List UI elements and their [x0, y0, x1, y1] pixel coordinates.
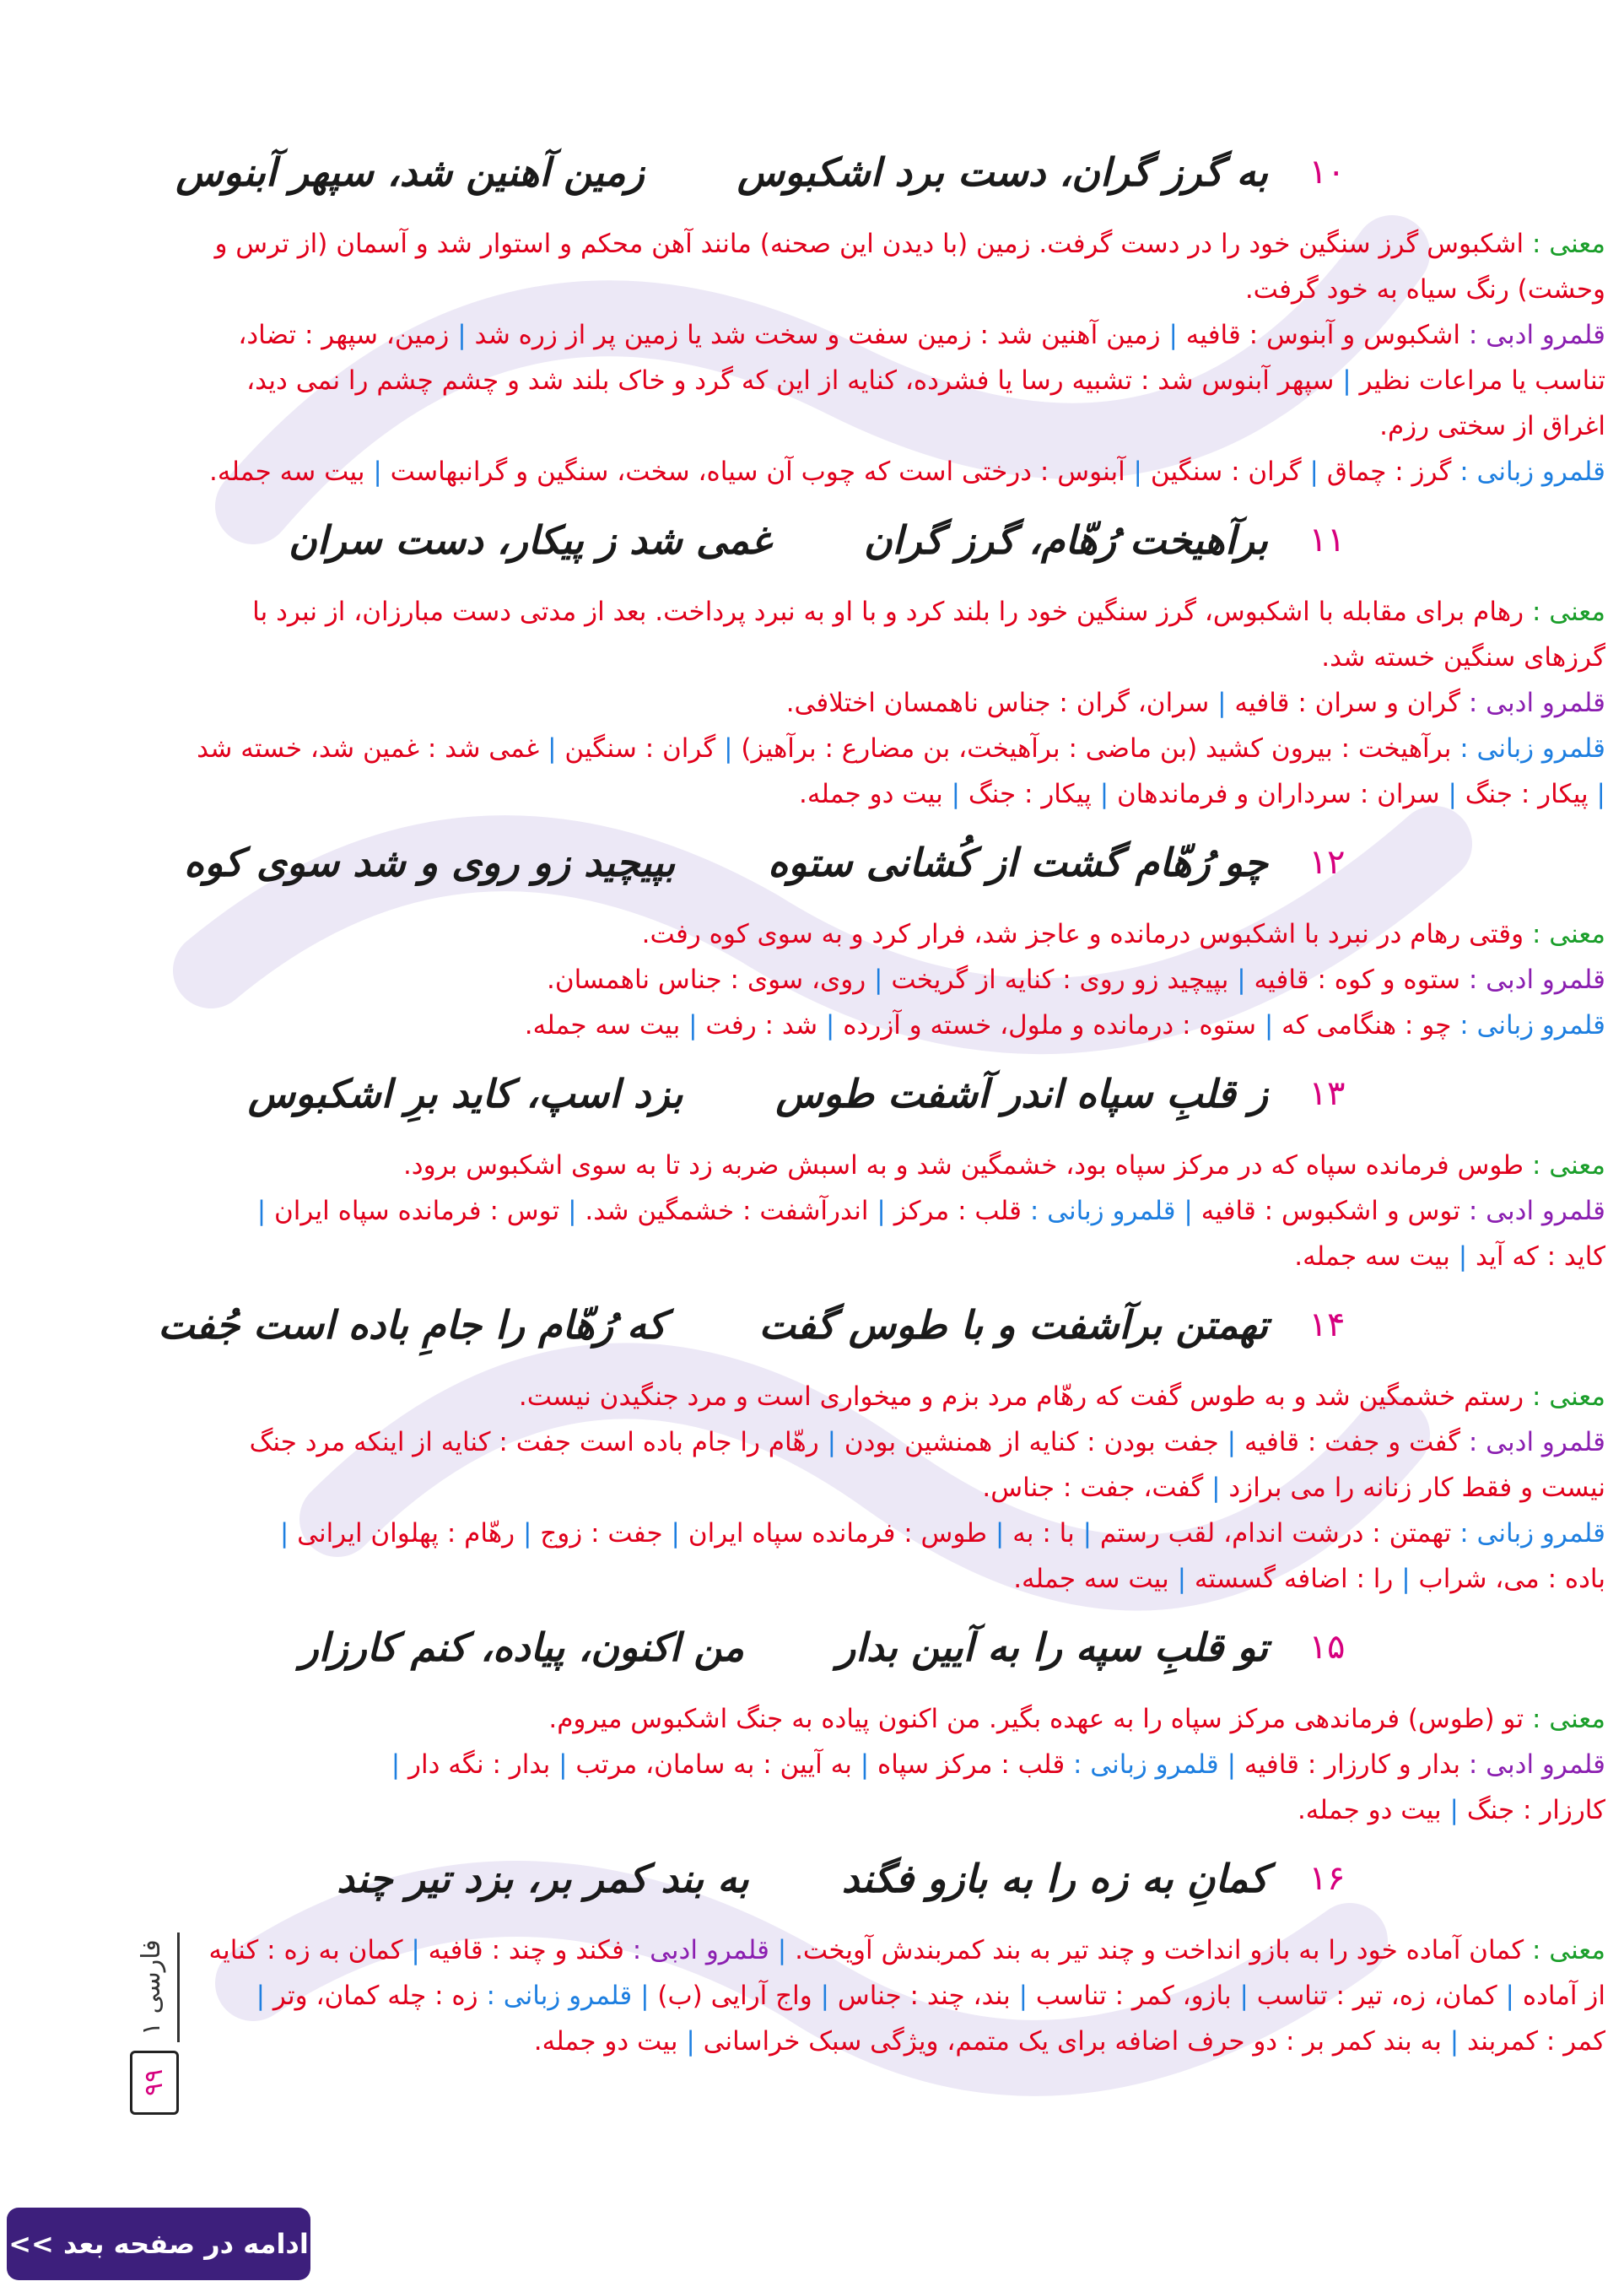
explanation-text: بیت دو جمله.: [1297, 1795, 1450, 1825]
explanation-line: [15, 771, 1605, 817]
separator: |: [777, 1935, 787, 1965]
explanation-text: تو (طوس) فرماندهی مرکز سپاه را به عهده بگیر. من اکنون پیاده به جنگ اشکبوس میروم.: [548, 1704, 1532, 1734]
verse-second-hemistich: غمی شد ز پیکار، دست سران: [289, 517, 771, 563]
separator: |: [1099, 779, 1109, 809]
linguistic-label: قلمرو زبانی :: [1459, 1518, 1605, 1549]
separator: |: [1133, 457, 1142, 487]
explanation-text: اغراق از سختی رزم.: [1379, 411, 1605, 441]
explanation-text: کارزار : جنگ: [1459, 1795, 1605, 1825]
explanation-text: توس و اشکبوس : قافیه: [1192, 1196, 1469, 1226]
explanation-text: کمان آماده خود را به بازو انداخت و چند تیر به بند کمربندش آویخت.: [786, 1935, 1532, 1965]
explanation-text: رهّام : پهلوان ایرانی: [289, 1518, 523, 1549]
explanation-text: بیت سه جمله.: [1294, 1241, 1459, 1272]
page-content: [15, 127, 1605, 2064]
explanation-text: سپهر آبنوس شد : تشبیه رسا یا فشرده، کنایه از این که گرد و خاک بلند شد و چشم چشم را نمی دید،: [246, 365, 1343, 396]
explanation-text: طوس : فرمانده سپاه ایران: [679, 1518, 995, 1549]
separator: |: [411, 1935, 420, 1965]
verse-second-hemistich: زمین آهنین شد، سپهر آبنوس: [175, 149, 645, 195]
meaning-label: معنی :: [1531, 597, 1605, 627]
explanation-text: گران : سنگین: [556, 733, 725, 764]
explanation-text: کمان به زه : کنایه: [208, 1935, 412, 1965]
page-number: ۹۹: [130, 2051, 179, 2115]
continue-next-page-button[interactable]: ادامه در صفحه بعد >>: [7, 2208, 310, 2280]
separator: |: [256, 1196, 267, 1226]
explanation-line: [15, 1419, 1605, 1465]
separator: |: [373, 457, 382, 487]
verse-first-hemistich: تهمتن برآشفت و با طوس گفت: [758, 1302, 1268, 1348]
separator: |: [457, 320, 467, 350]
explanation-text: سران، گران : جناس ناهمسان اختلافی.: [785, 688, 1218, 718]
explanation-text: بیت دو جمله.: [533, 2026, 687, 2057]
separator: |: [874, 965, 883, 995]
explanation-line: [15, 1787, 1605, 1833]
separator: |: [995, 1518, 1005, 1549]
explanation-text: از آماده: [1513, 1981, 1605, 2011]
separator: |: [1177, 1564, 1187, 1594]
explanation-line: [15, 1374, 1605, 1419]
verse-couplet: [15, 1051, 1605, 1136]
explanation-text: بیت دو جمله.: [799, 779, 952, 809]
verse-first-hemistich: تو قلبِ سپه را به آیین بدار: [836, 1624, 1268, 1670]
explanation-text: به بند کمر بر : دو حرف اضافه برای یک متمم، ویژگی سبک خراسانی: [694, 2026, 1450, 2057]
literary-label: قلمرو ادبی :: [1468, 320, 1605, 350]
linguistic-label: قلمرو زبانی :: [1459, 457, 1605, 487]
explanation-line: [15, 221, 1605, 267]
explanation-line: [15, 1465, 1605, 1511]
explanation-text: اشکبوس و آبنوس : قافیه: [1177, 320, 1469, 350]
separator: |: [951, 779, 961, 809]
explanation-line: [15, 1188, 1605, 1234]
explanation-text: تناسب یا مراعات نظیر: [1351, 365, 1605, 396]
explanation-text: آبنوس : درختی است که چوب آن سیاه، سخت، سنگین و گرانبهاست: [381, 457, 1134, 487]
explanation-line: [15, 1973, 1605, 2019]
explanation-line: [15, 358, 1605, 403]
separator: |: [1168, 320, 1178, 350]
explanation-text: بیت سه جمله.: [1013, 1564, 1178, 1594]
literary-label: قلمرو ادبی :: [632, 1935, 769, 1965]
separator: |: [1211, 1473, 1221, 1503]
explanation-text: وحشت) رنگ سیاه به خود گرفت.: [1244, 274, 1605, 305]
separator: |: [1596, 779, 1605, 809]
literary-label: قلمرو ادبی :: [1468, 1196, 1605, 1226]
verse-first-hemistich: برآهیخت رُهّام، گرز گران: [863, 517, 1268, 563]
verse-number: ۱۵: [1308, 1628, 1346, 1667]
separator: |: [877, 1196, 886, 1226]
explanation-line: [15, 1003, 1605, 1048]
explanation-text: پیکار : جنگ: [1456, 779, 1597, 809]
explanation-text: طوس فرمانده سپاه که در مرکز سپاه بود، خشمگین شد و به اسبش ضربه زد تا به سوی اشکبوس برود.: [402, 1150, 1532, 1181]
separator: |: [671, 1518, 680, 1549]
separator: |: [1505, 1981, 1514, 2011]
verse-couplet: [15, 498, 1605, 582]
explanation-text: رهام برای مقابله با اشکبوس، گرز سنگین خود را بلند کرد و با او به نبرد پرداخت. بعد از مدتی دست مبارزان، از نبرد با: [252, 597, 1532, 627]
explanation-text: جفت : زوج: [531, 1518, 672, 1549]
explanation-line: [15, 449, 1605, 495]
page-sidebar: [127, 1933, 177, 2118]
book-title: فارسی ۱: [127, 1933, 180, 2042]
explanation-line: [15, 403, 1605, 449]
separator: |: [1449, 2026, 1459, 2057]
separator: |: [522, 1518, 532, 1549]
explanation-text: زمین آهنین شد : زمین سفت و سخت شد یا زمین پر از زره شد: [466, 320, 1169, 350]
explanation-text: ستوه و کوه : قافیه: [1245, 965, 1469, 995]
verse-number: ۱۴: [1308, 1305, 1346, 1344]
literary-label: قلمرو ادبی :: [1468, 1427, 1605, 1457]
explanation-text: وقتی رهام در نبرد با اشکبوس درمانده و عاجز شد، فرار کرد و به سوی کوه رفت.: [641, 919, 1532, 949]
verse-couplet: [15, 1605, 1605, 1689]
explanation-line: [15, 911, 1605, 957]
verse-couplet: [15, 1283, 1605, 1367]
separator: |: [1342, 365, 1352, 396]
explanation-text: جفت بودن : کنایه از همنشین بودن: [836, 1427, 1227, 1457]
explanation-text: گفت و جفت : قافیه: [1236, 1427, 1469, 1457]
explanation-text: بپیچید زو روی : کنایه از گریخت: [882, 965, 1238, 995]
separator: |: [1449, 1795, 1459, 1825]
separator: |: [1217, 688, 1227, 718]
separator: |: [1237, 965, 1246, 995]
literary-label: قلمرو ادبی :: [1468, 965, 1605, 995]
separator: |: [640, 1981, 650, 2011]
separator: |: [1458, 1241, 1468, 1272]
verse-number: ۱۶: [1308, 1859, 1346, 1898]
separator: |: [1264, 1010, 1274, 1041]
explanation-text: قلب : مرکز: [885, 1196, 1030, 1226]
explanation-text: بیت سه جمله.: [208, 457, 374, 487]
explanation-line: [15, 680, 1605, 726]
separator: |: [1227, 1427, 1237, 1457]
explanation-text: [632, 1981, 640, 2011]
explanation-text: با : به: [1004, 1518, 1083, 1549]
explanation-text: بدار : نگه دار: [400, 1749, 559, 1780]
verse-first-hemistich: کمانِ به زه را به بازو فگند: [841, 1856, 1268, 1901]
separator: |: [256, 1981, 266, 2011]
explanation-line: [15, 726, 1605, 771]
separator: |: [558, 1749, 568, 1780]
verse-couplet: [15, 130, 1605, 214]
explanation-text: کاید : که آید: [1467, 1241, 1605, 1272]
separator: |: [1448, 779, 1457, 809]
explanation-text: باده : می، شراب: [1410, 1564, 1605, 1594]
explanation-text: فکند و چند : قافیه: [419, 1935, 633, 1965]
explanation-text: زمین، سپهر : تضاد،: [238, 320, 458, 350]
verse-first-hemistich: ز قلبِ سپاه اندر آشفت طوس: [775, 1071, 1268, 1116]
explanation-text: غمی شد : غمین شد، خسته شد: [197, 733, 548, 764]
explanation-text: رستم خشمگین شد و به طوس گفت که رهّام مرد بزم و میخواری است و مرد جنگیدن نیست.: [518, 1381, 1532, 1412]
explanation-line: [15, 1927, 1605, 1973]
explanation-text: را : اضافه گسسته: [1186, 1564, 1402, 1594]
explanation-text: گران و سران : قافیه: [1226, 688, 1469, 718]
explanation-text: بدار و کارزار : قافیه: [1236, 1749, 1469, 1780]
explanation-text: توس : فرمانده سپاه ایران: [266, 1196, 569, 1226]
separator: |: [724, 733, 733, 764]
literary-label: قلمرو ادبی :: [1468, 688, 1605, 718]
explanation-text: تهمتن : درشت اندام، لقب رستم: [1092, 1518, 1460, 1549]
explanation-text: کمر : کمربند: [1459, 2026, 1605, 2057]
explanation-text: زه : چله کمان، وتر: [265, 1981, 487, 2011]
explanation-text: ستوه : درمانده و ملول، خسته و آزرده: [834, 1010, 1265, 1041]
explanation-text: چو : هنگامی که: [1273, 1010, 1460, 1041]
separator: |: [1401, 1564, 1411, 1594]
explanation-text: اندرآشفت : خشمگین شد.: [576, 1196, 877, 1226]
explanation-text: نیست و فقط کار زنانه را می برازد: [1220, 1473, 1605, 1503]
explanation-text: [1219, 1749, 1227, 1780]
separator: |: [279, 1518, 289, 1549]
separator: |: [825, 1010, 835, 1041]
explanation-text: [1176, 1196, 1184, 1226]
separator: |: [1082, 1518, 1093, 1549]
separator: |: [1239, 1981, 1249, 2011]
verse-second-hemistich: بپیچید زو روی و شد سوی کوه: [184, 840, 676, 885]
explanation-text: بازو، کمر : تناسب: [1028, 1981, 1240, 2011]
linguistic-label: قلمرو زبانی :: [1459, 733, 1605, 764]
explanation-text: گرز : چماق: [1318, 457, 1460, 487]
explanation-line: [15, 267, 1605, 312]
separator: |: [820, 1981, 830, 2011]
explanation-line: [15, 1556, 1605, 1602]
literary-label: قلمرو ادبی :: [1468, 1749, 1605, 1780]
verse-second-hemistich: که رُهّام را جامِ باده است جُفت: [158, 1302, 666, 1348]
explanation-line: [15, 1511, 1605, 1556]
meaning-label: معنی :: [1531, 1381, 1605, 1412]
meaning-label: معنی :: [1531, 229, 1605, 259]
explanation-line: [15, 635, 1605, 680]
explanation-line: [15, 1696, 1605, 1742]
separator: |: [688, 1010, 698, 1041]
explanation-text: شد : رفت: [697, 1010, 826, 1041]
linguistic-label: قلمرو زبانی :: [1029, 1196, 1176, 1226]
explanation-text: بیت سه جمله.: [524, 1010, 689, 1041]
separator: |: [391, 1749, 401, 1780]
separator: |: [1184, 1196, 1193, 1226]
linguistic-label: قلمرو زبانی :: [1459, 1010, 1605, 1041]
separator: |: [568, 1196, 577, 1226]
explanation-line: [15, 2019, 1605, 2064]
explanation-text: رهّام را جام باده است جفت : کنایه از اینکه مرد جنگ: [249, 1427, 828, 1457]
verse-second-hemistich: به بند کمر بر، بزد تیر چند: [337, 1856, 749, 1901]
explanation-line: [15, 1742, 1605, 1787]
explanation-text: روی، سوی : جناس ناهمسان.: [546, 965, 875, 995]
explanation-text: گران : سنگین: [1142, 457, 1310, 487]
linguistic-label: قلمرو زبانی :: [1073, 1749, 1219, 1780]
explanation-text: [769, 1935, 778, 1965]
explanation-text: کمان، زه، تیر : تناسب: [1248, 1981, 1506, 2011]
verse-couplet: [15, 1836, 1605, 1921]
explanation-line: [15, 1143, 1605, 1188]
explanation-text: بند، چند : جناس: [829, 1981, 1019, 2011]
explanation-text: پیکار : جنگ: [960, 779, 1100, 809]
separator: |: [548, 733, 557, 764]
separator: |: [860, 1749, 870, 1780]
linguistic-label: قلمرو زبانی :: [486, 1981, 633, 2011]
explanation-text: واج آرایی (ب): [649, 1981, 821, 2011]
meaning-label: معنی :: [1531, 1935, 1605, 1965]
verse-second-hemistich: بزد اسپ، کاید برِ اشکبوس: [247, 1071, 683, 1116]
verse-number: ۱۲: [1308, 843, 1346, 882]
separator: |: [1309, 457, 1319, 487]
verse-couplet: [15, 820, 1605, 905]
verse-first-hemistich: چو رُهّام گشت از کُشانی ستوه: [768, 840, 1268, 885]
explanation-text: اشکبوس گرز سنگین خود را در دست گرفت. زمین (با دیدن این صحنه) مانند آهن محکم و استوار شد و آسمان (از ترس و: [214, 229, 1532, 259]
explanation-text: به آیین : به سامان، مرتب: [567, 1749, 861, 1780]
explanation-text: گرزهای سنگین خسته شد.: [1321, 642, 1605, 673]
explanation-text: قلب : مرکز سپاه: [869, 1749, 1073, 1780]
verse-first-hemistich: به گرز گران، دست برد اشکبوس: [736, 149, 1268, 195]
explanation-text: برآهیخت : بیرون کشید (بن ماضی : برآهیخت، بن مضارع : برآهیز): [732, 733, 1460, 764]
explanation-text: سران : سرداران و فرماندهان: [1109, 779, 1449, 809]
meaning-label: معنی :: [1531, 1704, 1605, 1734]
meaning-label: معنی :: [1531, 1150, 1605, 1181]
explanation-line: [15, 957, 1605, 1003]
separator: |: [827, 1427, 837, 1457]
meaning-label: معنی :: [1531, 919, 1605, 949]
separator: |: [686, 2026, 695, 2057]
verse-number: ۱۱: [1308, 521, 1346, 559]
separator: |: [1227, 1749, 1237, 1780]
explanation-line: [15, 1234, 1605, 1279]
explanation-text: گفت، جفت : جناس.: [982, 1473, 1212, 1503]
explanation-line: [15, 312, 1605, 358]
verse-number: ۱۳: [1308, 1074, 1346, 1113]
verse-second-hemistich: من اکنون، پیاده، کنم کارزار: [299, 1624, 744, 1670]
separator: |: [1018, 1981, 1028, 2011]
verse-number: ۱۰: [1308, 153, 1346, 192]
explanation-line: [15, 589, 1605, 635]
